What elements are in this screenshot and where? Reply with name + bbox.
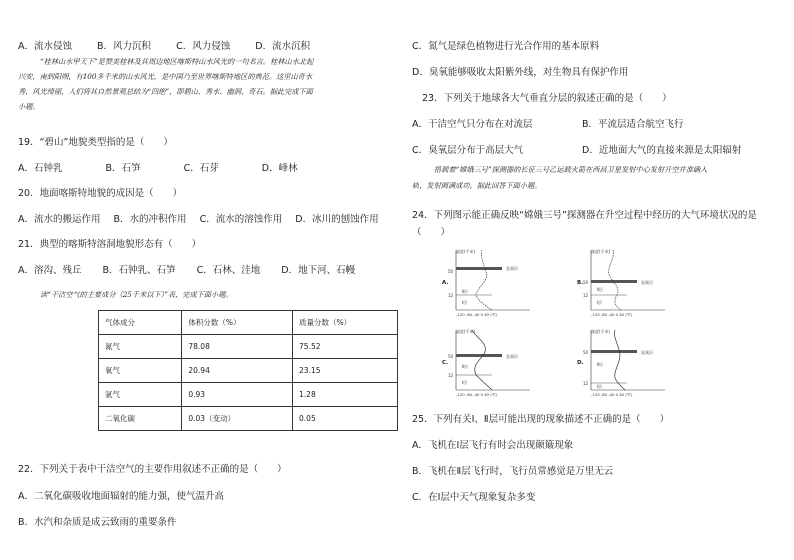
diagram-ylabel: 高度(千米) — [456, 329, 476, 334]
table-header: 体积分数（%） — [182, 311, 293, 335]
tick-50: 50 — [448, 269, 454, 274]
diagram-label-c: C. — [442, 360, 449, 366]
q22-option-b[interactable]: B．水汽和杂质是成云致雨的重要条件 — [18, 517, 177, 528]
ozone-label: 臭氧层 — [641, 350, 653, 355]
q20-option-b[interactable]: B．水的冲积作用 — [113, 214, 187, 225]
passage1-line2: 兴安，南到阳朔，有100多千米的山水风光，是中国乃至世界喀斯特地区的典范。这里山奇水 — [18, 72, 313, 81]
layer-1-label: Ⅰ层 — [462, 300, 468, 305]
passage1-line4: 小题。 — [18, 102, 40, 111]
table-cell: 1.28 — [293, 383, 398, 407]
table-cell: 0.93 — [182, 383, 293, 407]
q23-option-d[interactable]: D．近地面大气的直接来源是太阳辐射 — [582, 145, 742, 156]
q21-option-d[interactable]: D．地下河、石幔 — [281, 265, 356, 276]
q18-options — [18, 38, 332, 52]
passage3-line2: 轨，发射圆满成功。据此回答下面小题。 — [412, 181, 542, 190]
q21-options — [18, 262, 377, 276]
gas-composition-table — [98, 310, 398, 431]
table-row — [99, 407, 398, 431]
table-row — [99, 383, 398, 407]
q18-option-c[interactable]: C．风力侵蚀 — [176, 41, 231, 52]
passage3-line1: 搭载着“嫦娥三号”探测器的长征三号乙运载火箭在西昌卫星发射中心发射升空并准确入 — [434, 165, 708, 174]
layer-2-label: Ⅱ层 — [597, 362, 603, 367]
question-22: 22．下列关于表中干洁空气的主要作用叙述不正确的是（ ） — [18, 464, 287, 475]
tick-50: 50 — [448, 354, 454, 359]
q19-options — [18, 160, 320, 174]
layer-2-label: Ⅱ层 — [462, 364, 468, 369]
table-cell: 0.05 — [293, 407, 398, 431]
diagram-a[interactable] — [442, 246, 567, 320]
layer-1-label: Ⅰ层 — [462, 380, 468, 385]
table-cell: 二氧化碳 — [99, 407, 182, 431]
q21-option-a[interactable]: A．溶沟、残丘 — [18, 265, 82, 276]
layer-2-label: Ⅱ层 — [462, 289, 468, 294]
diagram-ylabel: 高度(千米) — [456, 249, 476, 254]
q20-option-d[interactable]: D．冰川的刨蚀作用 — [295, 214, 379, 225]
table-cell: 78.08 — [182, 335, 293, 359]
q25-option-b[interactable]: B．飞机在Ⅱ层飞行时，飞行员常感觉是万里无云 — [412, 466, 614, 477]
layer-1-label: Ⅰ层 — [597, 384, 603, 389]
x-ticks: -120 -80 -40 0 40 (℃) — [591, 392, 633, 397]
table-row — [99, 335, 398, 359]
x-ticks: -120 -80 -40 0 40 (℃) — [456, 392, 498, 397]
q20-option-c[interactable]: C．流水的溶蚀作用 — [199, 214, 283, 225]
question-25: 25．下列有关Ⅰ、Ⅱ层可能出现的现象描述不正确的是（ ） — [412, 414, 670, 425]
q20-options — [18, 211, 401, 225]
question-23: 23．下列关于地球各大气垂直分层的叙述正确的是（ ） — [422, 93, 672, 104]
x-ticks: -120 -80 -40 0 40 (℃) — [456, 312, 498, 317]
table-header-row — [99, 311, 398, 335]
diagram-d[interactable] — [577, 326, 702, 400]
q19-option-b[interactable]: B．石笋 — [105, 163, 141, 174]
table-row — [99, 359, 398, 383]
question-20: 20．地面喀斯特地貌的成因是（ ） — [18, 188, 183, 199]
question-24-line1: 24．下列图示能正确反映“嫦娥三号”探测器在升空过程中经历的大气环境状况的是 — [412, 210, 757, 221]
diagram-c[interactable] — [442, 326, 567, 400]
q19-option-c[interactable]: C．石芽 — [183, 163, 219, 174]
tick-12: 12 — [448, 373, 454, 378]
question-21: 21．典型的喀斯特溶洞地貌形态有（ ） — [18, 239, 202, 250]
q25-option-c[interactable]: C．在Ⅰ层中天气现象复杂多变 — [412, 492, 536, 503]
question-19: 19．“碧山”地貌类型指的是（ ） — [18, 137, 173, 148]
tick-50: 50 — [583, 280, 589, 285]
table-header: 气体成分 — [99, 311, 182, 335]
diagram-label-a: A. — [442, 280, 449, 286]
passage1-line3: 秀，风光绮丽，人们将其自然景观总结为“四绝”，即碧山、秀水、幽洞、奇石。据此完成下面 — [18, 87, 313, 96]
q20-option-a[interactable]: A．流水的搬运作用 — [18, 214, 101, 225]
table-cell: 氧气 — [99, 359, 182, 383]
q22-option-a[interactable]: A．二氧化碳吸收地面辐射的能力强，使气温升高 — [18, 491, 224, 502]
q25-option-a[interactable]: A．飞机在Ⅰ层飞行有时会出现颠簸现象 — [412, 440, 574, 451]
ozone-label: 臭氧层 — [506, 354, 518, 359]
q18-option-d[interactable]: D．流水沉积 — [255, 41, 311, 52]
diagram-ylabel: 高度(千米) — [591, 329, 611, 334]
q21-option-c[interactable]: C．石林、洼地 — [196, 265, 261, 276]
diagram-label-d: D. — [577, 360, 584, 366]
diagram-label-b: B. — [577, 280, 584, 286]
table-cell: 氩气 — [99, 383, 182, 407]
x-ticks: -120 -80 -40 0 40 (℃) — [591, 312, 633, 317]
table-cell: 氮气 — [99, 335, 182, 359]
q18-option-b[interactable]: B．风力沉积 — [97, 41, 152, 52]
diagram-b[interactable] — [577, 246, 702, 320]
q19-option-a[interactable]: A．石钟乳 — [18, 163, 63, 174]
q19-option-d[interactable]: D．峰林 — [261, 163, 298, 174]
question-24-line2: （ ） — [412, 227, 451, 238]
diagram-ylabel: 高度(千米) — [591, 249, 611, 254]
q23-option-b[interactable]: B．平流层适合航空飞行 — [582, 119, 684, 130]
passage2: 读“干洁空气的主要成分（25千米以下）”表，完成下面小题。 — [40, 290, 233, 299]
q23-option-a[interactable]: A．干洁空气只分布在对流层 — [412, 119, 533, 130]
layer-1-label: Ⅰ层 — [597, 300, 603, 305]
ozone-label: 臭氧层 — [641, 280, 653, 285]
q21-option-b[interactable]: B．石钟乳、石笋 — [102, 265, 176, 276]
passage1-line1: “桂林山水甲天下”是赞美桂林及其周边地区喀斯特山水风光的一句名言。桂林山水北起 — [40, 57, 314, 66]
table-header: 质量分数（%） — [293, 311, 398, 335]
tick-12: 12 — [583, 381, 589, 386]
q23-option-c[interactable]: C．臭氧层分布于高层大气 — [412, 145, 524, 156]
q22-option-d[interactable]: D．臭氧能够吸收太阳紫外线，对生物具有保护作用 — [412, 67, 629, 78]
table-cell: 20.94 — [182, 359, 293, 383]
table-cell: 75.52 — [293, 335, 398, 359]
layer-2-label: Ⅱ层 — [597, 287, 603, 292]
q18-option-a[interactable]: A．流水侵蚀 — [18, 41, 72, 52]
tick-12: 12 — [448, 293, 454, 298]
q22-option-c[interactable]: C．氮气是绿色植物进行光合作用的基本原料 — [412, 41, 600, 52]
table-cell: 23.15 — [293, 359, 398, 383]
table-cell: 0.03（变动） — [182, 407, 293, 431]
tick-50: 50 — [583, 350, 589, 355]
ozone-label: 臭氧层 — [506, 266, 518, 271]
tick-12: 12 — [583, 293, 589, 298]
